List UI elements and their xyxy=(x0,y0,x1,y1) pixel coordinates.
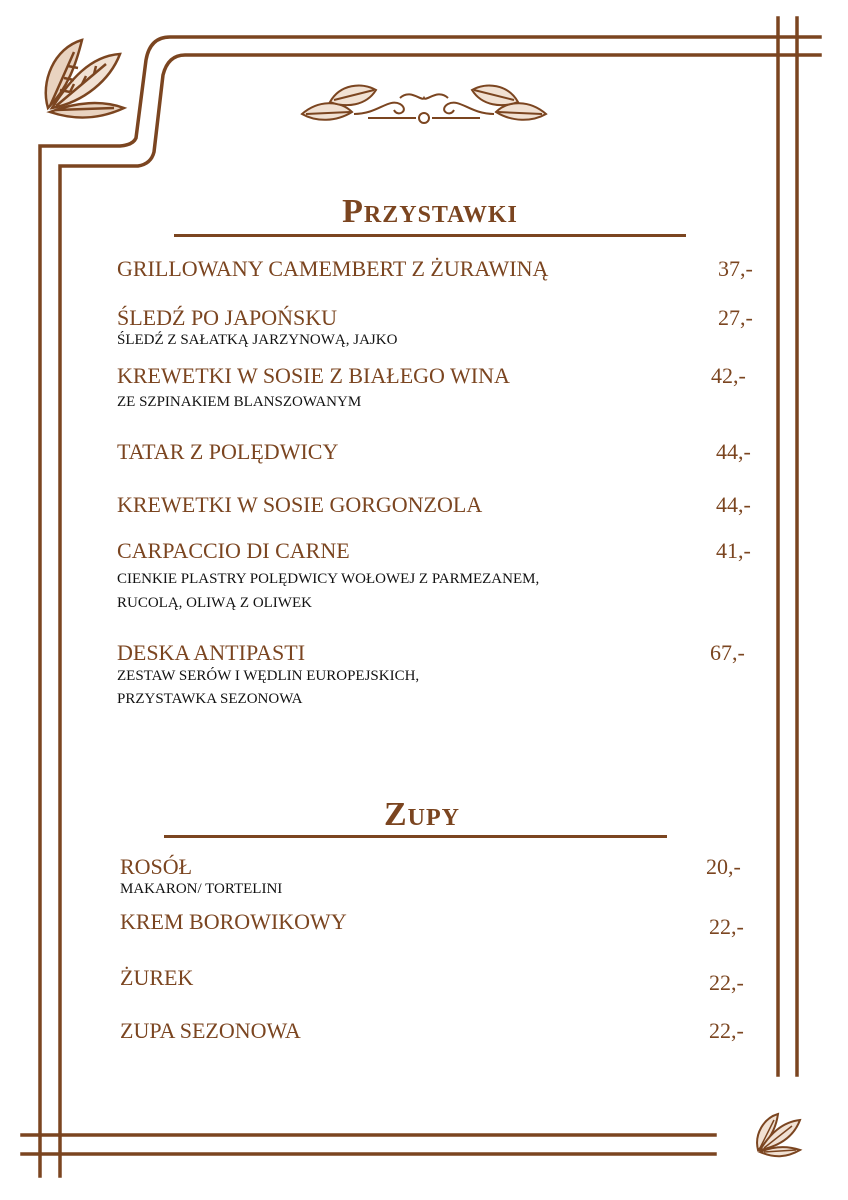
menu-item-price: 67,- xyxy=(710,640,745,665)
menu-item xyxy=(117,642,757,717)
menu-item-name: ŻUREK xyxy=(120,965,194,990)
menu-item-name: ROSÓŁ xyxy=(120,854,193,879)
section-title-soups: Zupy xyxy=(383,796,460,833)
section-title-appetizers: Przystawki xyxy=(342,193,518,230)
menu-item xyxy=(117,441,757,471)
menu-item-price: 42,- xyxy=(711,363,746,388)
menu-item xyxy=(120,856,760,906)
menu-item-name: KREWETKI W SOSIE Z BIAŁEGO WINA xyxy=(117,363,510,388)
menu-item-description: MAKARON/ TORTELINI xyxy=(120,881,283,897)
menu-item-name: ŚLEDŹ PO JAPOŃSKU xyxy=(117,305,338,330)
menu-item-name: GRILLOWANY CAMEMBERT Z ŻURAWINĄ xyxy=(117,256,549,281)
menu-item-name: ZUPA SEZONOWA xyxy=(120,1018,301,1043)
menu-item xyxy=(117,307,757,357)
menu-item-price: 22,- xyxy=(709,970,744,995)
menu-item-name: DESKA ANTIPASTI xyxy=(117,640,306,665)
menu-item-price: 22,- xyxy=(709,1018,744,1043)
leaf-bouquet-icon xyxy=(752,1108,804,1158)
section-divider xyxy=(164,835,667,838)
leaf-flourish-divider-icon xyxy=(298,78,550,128)
menu-item-description: RUCOLĄ, OLIWĄ Z OLIWEK xyxy=(117,595,312,611)
menu-item-description: ŚLEDŹ Z SAŁATKĄ JARZYNOWĄ, JAJKO xyxy=(117,332,398,348)
menu-item-name: KREM BOROWIKOWY xyxy=(120,909,347,934)
menu-item-price: 44,- xyxy=(716,492,751,517)
menu-item-description: CIENKIE PLASTRY POLĘDWICY WOŁOWEJ Z PARMEZANEM, xyxy=(117,571,540,587)
leaf-bouquet-icon xyxy=(36,30,128,122)
menu-item xyxy=(117,258,757,288)
menu-item-name: KREWETKI W SOSIE GORGONZOLA xyxy=(117,492,483,517)
menu-item-description: ZESTAW SERÓW I WĘDLIN EUROPEJSKICH, xyxy=(117,668,420,684)
menu-item xyxy=(120,911,760,941)
menu-item xyxy=(120,967,760,997)
menu-item-price: 27,- xyxy=(718,305,753,330)
menu-item-price: 20,- xyxy=(706,854,741,879)
section-divider xyxy=(174,234,686,237)
menu-item-description: PRZYSTAWKA SEZONOWA xyxy=(117,691,303,707)
menu-item-name: CARPACCIO DI CARNE xyxy=(117,538,350,563)
menu-item-name: TATAR Z POLĘDWICY xyxy=(117,439,339,464)
menu-item-price: 22,- xyxy=(709,914,744,939)
menu-item-description: ZE SZPINAKIEM BLANSZOWANYM xyxy=(117,394,362,410)
menu-item-price: 44,- xyxy=(716,439,751,464)
menu-item xyxy=(117,494,757,524)
menu-item xyxy=(117,540,757,620)
menu-item xyxy=(120,1020,760,1050)
menu-item-price: 41,- xyxy=(716,538,751,563)
menu-item xyxy=(117,365,757,415)
menu-item-price: 37,- xyxy=(718,256,753,281)
